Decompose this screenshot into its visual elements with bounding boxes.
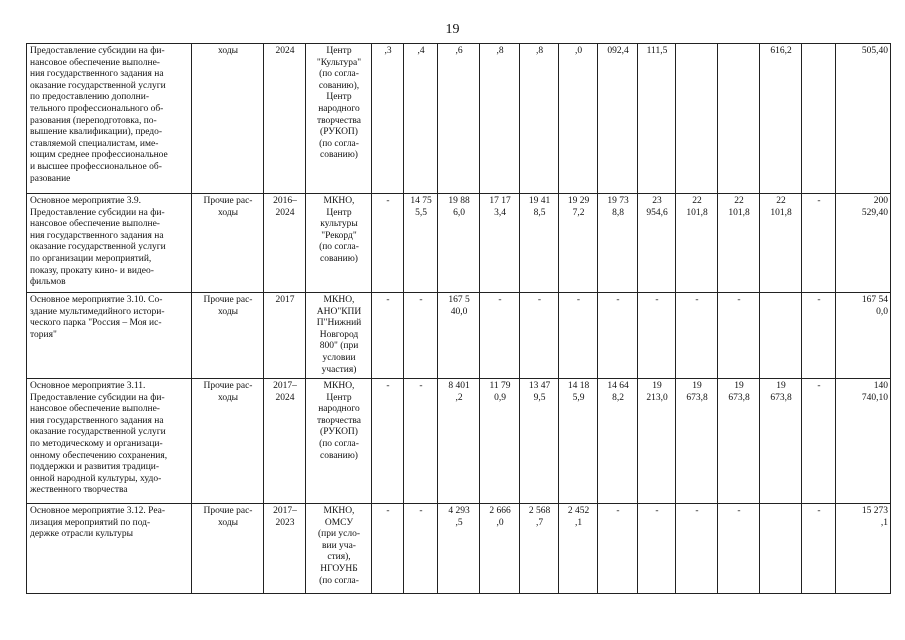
executor-cell: МКНО, Центр культуры "Рекорд" (по согла- сованию) — [306, 194, 372, 293]
year-value-cell: 2 568 ,7 — [520, 504, 559, 594]
table-row — [27, 379, 891, 504]
period-cell: 2016– 2024 — [264, 194, 306, 293]
total-cell: 15 273 ,1 — [836, 504, 891, 594]
year-value-cell: ,3 — [372, 44, 404, 194]
year-value-cell: 19 88 6,0 — [438, 194, 480, 293]
year-value-cell: - — [676, 293, 718, 379]
measure-description-cell: Основное мероприятие 3.9. Предоставление субсидии на фи- нансовое обеспечение выполне- ния государственного задания на оказание государственной услуги по организации мероприятий, показу, прокату кино- и видео- фильмов — [27, 194, 192, 293]
year-value-cell: ,4 — [404, 44, 438, 194]
period-cell: 2017– 2023 — [264, 504, 306, 594]
year-value-cell: 4 293 ,5 — [438, 504, 480, 594]
period-cell: 2017– 2024 — [264, 379, 306, 504]
year-value-cell: - — [372, 194, 404, 293]
year-value-cell: 19 673,8 — [676, 379, 718, 504]
year-value-cell: - — [404, 293, 438, 379]
year-value-cell: - — [638, 504, 676, 594]
year-value-cell: - — [559, 293, 598, 379]
year-value-cell — [676, 44, 718, 194]
year-value-cell: - — [802, 293, 836, 379]
year-value-cell: 23 954,6 — [638, 194, 676, 293]
year-value-cell: 2 452 ,1 — [559, 504, 598, 594]
year-value-cell: 19 673,8 — [718, 379, 760, 504]
expense-type-cell: Прочие рас- ходы — [192, 379, 264, 504]
year-value-cell: 616,2 — [760, 44, 802, 194]
page-number: 19 — [445, 22, 460, 37]
year-value-cell: - — [802, 379, 836, 504]
table-row — [27, 293, 891, 379]
year-value-cell: - — [404, 504, 438, 594]
year-value-cell: - — [372, 504, 404, 594]
year-value-cell: - — [520, 293, 559, 379]
measure-description-cell: Основное мероприятие 3.12. Реа- лизация мероприятий по под- держке отрасли культуры — [27, 504, 192, 594]
expense-type-cell: Прочие рас- ходы — [192, 293, 264, 379]
year-value-cell: 111,5 — [638, 44, 676, 194]
year-value-cell: 14 75 5,5 — [404, 194, 438, 293]
year-value-cell: - — [718, 293, 760, 379]
year-value-cell: - — [638, 293, 676, 379]
year-value-cell: - — [480, 293, 520, 379]
year-value-cell: 19 213,0 — [638, 379, 676, 504]
year-value-cell: - — [802, 504, 836, 594]
year-value-cell: 19 73 8,8 — [598, 194, 638, 293]
year-value-cell: ,8 — [520, 44, 559, 194]
year-value-cell: - — [718, 504, 760, 594]
year-value-cell: 14 18 5,9 — [559, 379, 598, 504]
year-value-cell: 22 101,8 — [718, 194, 760, 293]
year-value-cell: - — [598, 504, 638, 594]
executor-cell: МКНО, Центр народного творчества (РУКОП) (по согла- сованию) — [306, 379, 372, 504]
measure-description-cell: Основное мероприятие 3.11. Предоставление субсидии на фи- нансовое обеспечение выполне- ния государственного задания на оказание государственной услуги по методическому и организаци- онному обеспечению сохранения, поддержки и развития традици- онной народной культуры, худо- жественного творчества — [27, 379, 192, 504]
year-value-cell: 19 41 8,5 — [520, 194, 559, 293]
year-value-cell: ,8 — [480, 44, 520, 194]
period-cell: 2017 — [264, 293, 306, 379]
table-row — [27, 194, 891, 293]
year-value-cell — [760, 504, 802, 594]
measure-description-cell: Предоставление субсидии на фи- нансовое обеспечение выполне- ния государственного задания на оказание государственной услуги по предоставлению дополни- тельного профессионального об- разования (переподготовка, по- вышение квалификации), предо- ставляемой специалистам, име- ющим среднее профессиональное и высшее профессиональное об- разование — [27, 44, 192, 194]
executor-cell: МКНО, АНО"КПИ П"Нижний Новгород 800" (при условии участия) — [306, 293, 372, 379]
year-value-cell: 22 101,8 — [760, 194, 802, 293]
expense-type-cell: Прочие рас- ходы — [192, 504, 264, 594]
year-value-cell: 17 17 3,4 — [480, 194, 520, 293]
year-value-cell: - — [676, 504, 718, 594]
expense-type-cell: Прочие рас- ходы — [192, 194, 264, 293]
year-value-cell: - — [372, 293, 404, 379]
year-value-cell: 2 666 ,0 — [480, 504, 520, 594]
year-value-cell — [718, 44, 760, 194]
executor-cell: Центр "Культура" (по согла- сованию), Центр народного творчества (РУКОП) (по согла- сованию) — [306, 44, 372, 194]
year-value-cell: 092,4 — [598, 44, 638, 194]
total-cell: 505,40 — [836, 44, 891, 194]
total-cell: 140 740,10 — [836, 379, 891, 504]
year-value-cell — [802, 44, 836, 194]
budget-table — [26, 43, 891, 594]
year-value-cell — [760, 293, 802, 379]
year-value-cell: 167 5 40,0 — [438, 293, 480, 379]
expense-type-cell: ходы — [192, 44, 264, 194]
year-value-cell: 22 101,8 — [676, 194, 718, 293]
measure-description-cell: Основное мероприятие 3.10. Со- здание мультимедийного истори- ческого парка "Россия – Моя ис- тория" — [27, 293, 192, 379]
table-row — [27, 44, 891, 194]
year-value-cell: 14 64 8,2 — [598, 379, 638, 504]
table-row — [27, 504, 891, 594]
year-value-cell: ,0 — [559, 44, 598, 194]
period-cell: 2024 — [264, 44, 306, 194]
year-value-cell: - — [598, 293, 638, 379]
year-value-cell: 13 47 9,5 — [520, 379, 559, 504]
year-value-cell: ,6 — [438, 44, 480, 194]
total-cell: 200 529,40 — [836, 194, 891, 293]
year-value-cell: - — [802, 194, 836, 293]
year-value-cell: 19 673,8 — [760, 379, 802, 504]
year-value-cell: 19 29 7,2 — [559, 194, 598, 293]
year-value-cell: - — [404, 379, 438, 504]
year-value-cell: 11 79 0,9 — [480, 379, 520, 504]
year-value-cell: 8 401 ,2 — [438, 379, 480, 504]
year-value-cell: - — [372, 379, 404, 504]
total-cell: 167 54 0,0 — [836, 293, 891, 379]
executor-cell: МКНО, ОМСУ (при усло- вии уча- стия), НГОУНБ (по согла- — [306, 504, 372, 594]
